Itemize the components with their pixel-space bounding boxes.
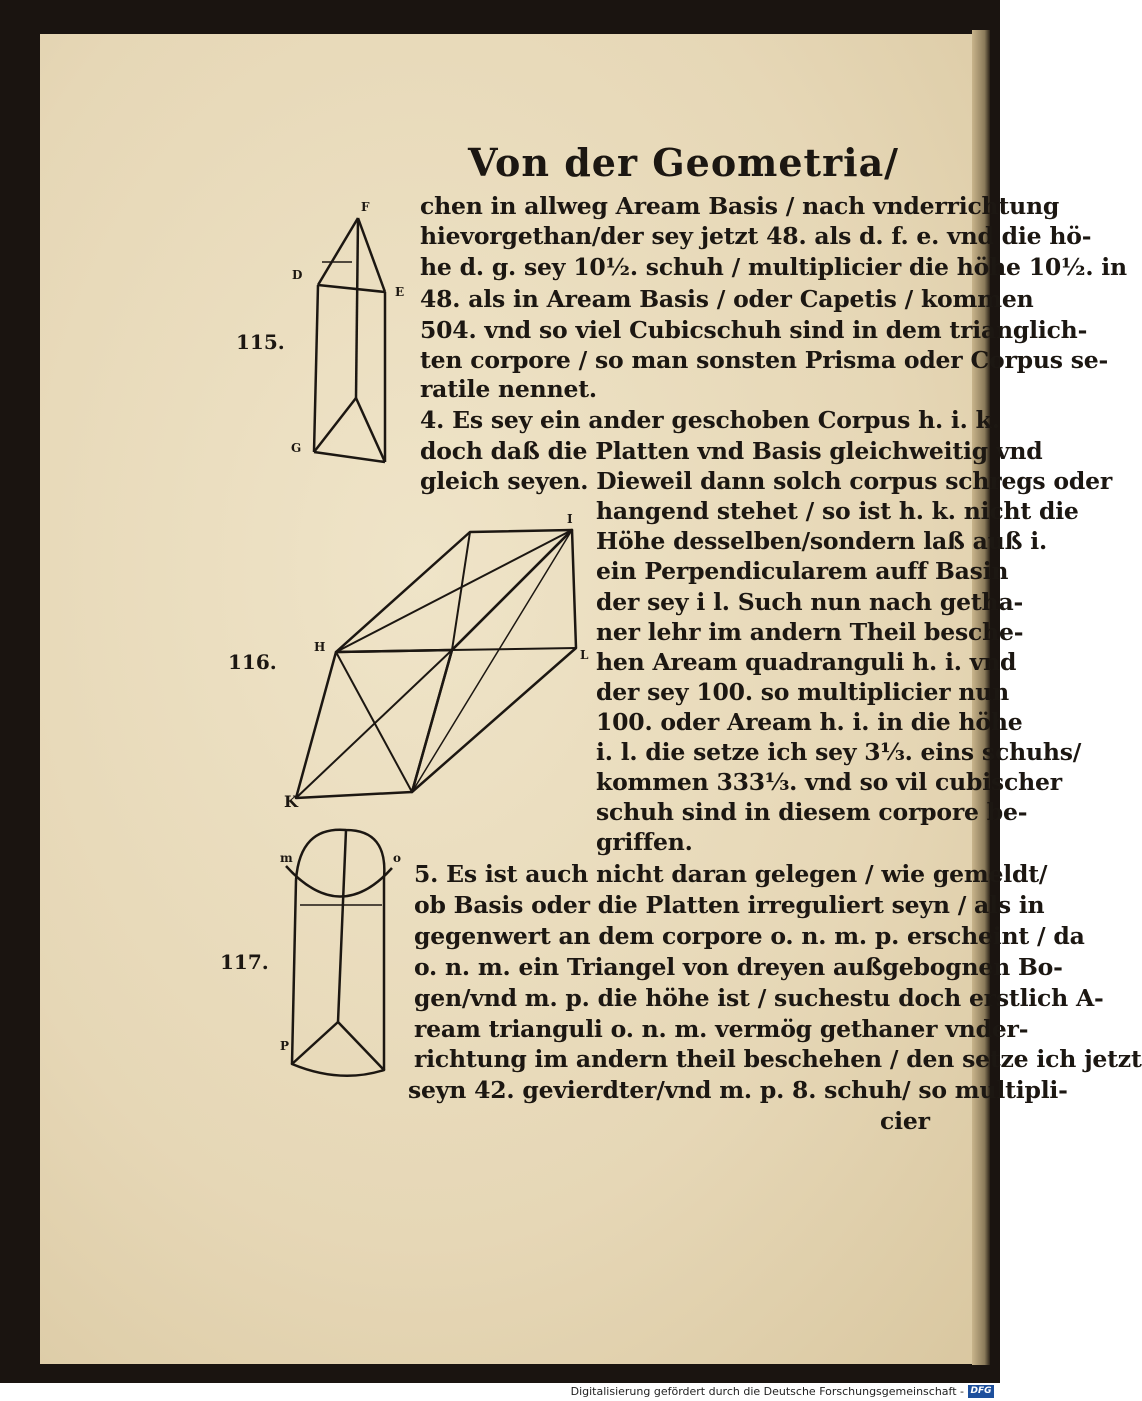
figure-label: E (395, 285, 405, 299)
text-line: ratile nennet. (420, 375, 597, 403)
text-line: hievorgethan/der sey jetzt 48. als d. f. e. vnd die hö- (420, 222, 1092, 250)
text-line: gegenwert an dem corpore o. n. m. p. erscheint / da (414, 922, 1085, 950)
text-line: 5. Es ist auch nicht daran gelegen / wie gemeldt/ (414, 860, 1048, 888)
figure-number-117: 117. (220, 950, 269, 974)
text-line: gen/vnd m. p. die höhe ist / suchestu doch erstlich A- (414, 984, 1104, 1012)
figure-label: m (280, 851, 293, 865)
figure-label: K (284, 792, 298, 811)
figure-label: F (361, 200, 370, 214)
dfg-logo: DFG (968, 1385, 994, 1398)
text-line: ten corpore / so man sonsten Prisma oder Corpus se- (420, 346, 1109, 374)
footer-bar (0, 1383, 1000, 1401)
text-line: ream trianguli o. n. m. vermög gethaner vnder- (414, 1015, 1029, 1043)
text-line: griffen. (596, 828, 693, 856)
text-line: richtung im andern theil beschehen / den setze ich jetzt (414, 1045, 1142, 1073)
text-line: seyn 42. gevierdter/vnd m. p. 8. schuh/ so multipli- (408, 1076, 1068, 1104)
page-header: Von der Geometria/ (468, 140, 900, 185)
figure-label: G (291, 441, 302, 455)
text-line: o. n. m. ein Triangel von dreyen außgebognen Bo- (414, 953, 1063, 981)
figure-number-116: 116. (228, 650, 277, 674)
figure-label: H (314, 640, 326, 654)
figure-label: D (292, 268, 303, 282)
text-line: gleich seyen. Dieweil dann solch corpus schregs oder (420, 467, 1113, 495)
figure-number-115: 115. (236, 330, 285, 354)
text-line: he d. g. sey 10½. schuh / multiplicier die höhe 10½. in (420, 253, 1127, 281)
figure-label: P (280, 1039, 290, 1053)
figure-label: I (567, 512, 573, 526)
text-line: kommen 333⅓. vnd so vil cubischer (596, 768, 1062, 796)
text-line: ob Basis oder die Platten irreguliert seyn / als in (414, 891, 1045, 919)
text-line: hen Aream quadranguli h. i. vnd (596, 648, 1017, 676)
text-line: chen in allweg Aream Basis / nach vnderrichtung (420, 192, 1060, 220)
figure-label: o (393, 851, 402, 865)
text-line: schuh sind in diesem corpore be- (596, 798, 1028, 826)
text-line: der sey i l. Such nun nach getha- (596, 588, 1024, 616)
text-line: cier (880, 1107, 930, 1135)
text-line: hangend stehet / so ist h. k. nicht die (596, 497, 1079, 525)
text-line: Höhe desselben/sondern laß auß i. (596, 527, 1047, 555)
text-line: ner lehr im andern Theil besche- (596, 618, 1024, 646)
text-line: 504. vnd so viel Cubicschuh sind in dem trianglich- (420, 316, 1088, 344)
text-line: der sey 100. so multiplicier nun (596, 678, 1010, 706)
text-line: 100. oder Aream h. i. in die höhe (596, 708, 1023, 736)
text-line: 48. als in Aream Basis / oder Capetis / kommen (420, 285, 1034, 313)
text-line: 4. Es sey ein ander geschoben Corpus h. i. k. (420, 406, 1000, 434)
text-line: i. l. die setze ich sey 3⅓. eins schuhs/ (596, 738, 1082, 766)
text-line: ein Perpendicularem auff Basin (596, 557, 1009, 585)
text-line: doch daß die Platten vnd Basis gleichweitig vnd (420, 437, 1043, 465)
figure-label: L (580, 648, 589, 662)
footer-text: Digitalisierung gefördert durch die Deutsche Forschungsgemeinschaft - (570, 1385, 964, 1398)
